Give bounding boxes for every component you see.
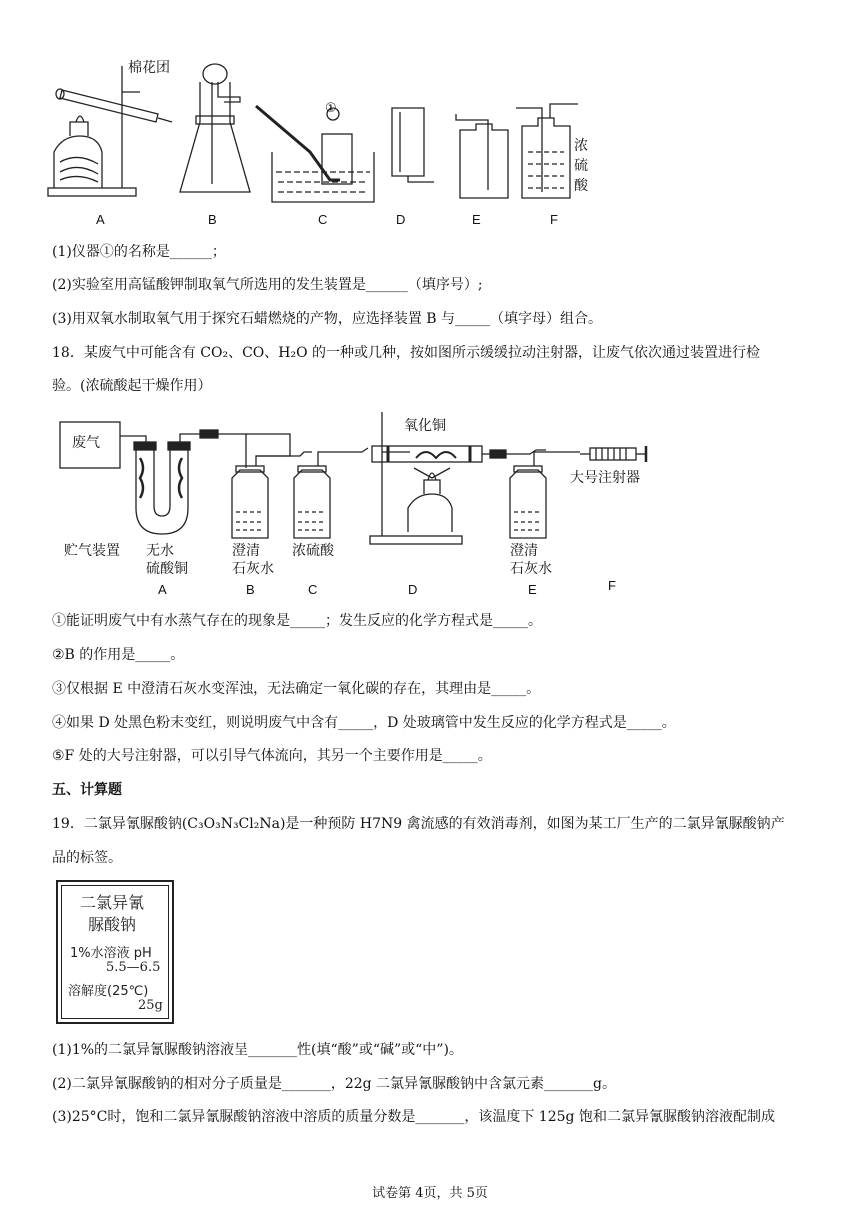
product-label xyxy=(56,880,174,1024)
q19-part2: (2)二氯异氰脲酸钠的相对分子质量是_______，22g 二氯异氰脲酸钠中含氯元素_______g。 xyxy=(52,1076,617,1092)
q18-sub4: ④如果 D 处黑色粉末变红，则说明废气中含有_____，D 处玻璃管中发生反应的化学方程式是_____。 xyxy=(52,715,676,731)
label-ph-range: 5.5—6.5 xyxy=(106,960,161,975)
q19-stem-line1: 19．二氯异氰脲酸钠(C₃O₃N₃Cl₂Na)是一种预防 H7N9 禽流感的有效消毒剂，如图为某工厂生产的二氯异氰脲酸钠产 xyxy=(52,816,785,832)
apparatus-figure-1 xyxy=(40,52,620,227)
acid-label-3: 酸 xyxy=(574,178,588,194)
apparatus-letter-f: F xyxy=(550,212,558,227)
fig2-letter-c: C xyxy=(308,582,318,597)
conc-acid-label: 浓硫酸 xyxy=(292,543,334,559)
acid-label-2: 硫 xyxy=(574,158,588,174)
limewater-e-label-2: 石灰水 xyxy=(510,561,552,577)
apparatus-letter-e: E xyxy=(472,212,481,227)
label-solubility-value: 25g xyxy=(138,998,163,1013)
anhydrous-label-1: 无水 xyxy=(146,543,174,559)
q18-stem-line2: 验。(浓硫酸起干燥作用） xyxy=(52,378,212,394)
cotton-label: 棉花团 xyxy=(128,60,170,76)
page-footer: 试卷第 4页，共 5页 xyxy=(372,1186,488,1201)
apparatus-figure-2 xyxy=(50,408,660,553)
waste-gas-label: 废气 xyxy=(72,435,100,451)
q18-sub2: ②B 的作用是_____。 xyxy=(52,647,185,663)
apparatus-letter-b: B xyxy=(208,212,217,227)
fig2-letter-e: E xyxy=(528,582,537,597)
q19-stem-line2: 品的标签。 xyxy=(52,850,122,866)
label-name-line1: 二氯异氰 xyxy=(80,893,145,912)
label-ph-title: 1%水溶液 pH xyxy=(70,946,152,961)
label-solubility-title: 溶解度(25℃) xyxy=(68,984,149,999)
apparatus-letter-a: A xyxy=(96,212,105,227)
fig2-letter-f: F xyxy=(608,578,616,593)
limewater-b-label-1: 澄清 xyxy=(232,543,260,559)
q18-sub5: ⑤F 处的大号注射器，可以引导气体流向，其另一个主要作用是_____。 xyxy=(52,748,492,764)
q19-part1: (1)1%的二氯异氰脲酸钠溶液呈_______性(填“酸”或“碱”或“中”)。 xyxy=(52,1042,463,1058)
copper-oxide-label: 氧化铜 xyxy=(404,418,446,434)
storage-label: 贮气装置 xyxy=(64,543,120,559)
q17-part1: (1)仪器①的名称是______； xyxy=(52,244,226,260)
fig2-letter-b: B xyxy=(246,582,255,597)
q18-stem-line1: 18．某废气中可能含有 CO₂、CO、H₂O 的一种或几种，按如图所示缓缓拉动注射器，让废气依次通过装置进行检 xyxy=(52,345,761,361)
limewater-b-label-2: 石灰水 xyxy=(232,561,274,577)
q17-part3: (3)用双氧水制取氧气用于探究石蜡燃烧的产物，应选择装置 B 与_____（填字母）组合。 xyxy=(52,311,603,327)
acid-label-1: 浓 xyxy=(574,138,588,154)
limewater-e-label-1: 澄清 xyxy=(510,543,538,559)
anhydrous-label-2: 硫酸铜 xyxy=(146,561,188,577)
section-heading-calculation: 五、计算题 xyxy=(52,782,122,798)
apparatus-letter-c: C xyxy=(318,212,328,227)
q17-part2: (2)实验室用高锰酸钾制取氧气所选用的发生装置是______（填序号）; xyxy=(52,277,483,293)
q19-part3: (3)25°C时，饱和二氯异氰脲酸钠溶液中溶质的质量分数是_______，该温度下 125g 饱和二氯异氰脲酸钠溶液配制成 xyxy=(52,1109,775,1125)
syringe-label: 大号注射器 xyxy=(570,470,640,486)
apparatus-letter-d: D xyxy=(396,212,406,227)
q18-sub1: ①能证明废气中有水蒸气存在的现象是_____；发生反应的化学方程式是_____。 xyxy=(52,613,542,629)
marker-1: ① xyxy=(325,101,337,116)
fig2-letter-d: D xyxy=(408,582,418,597)
fig2-letter-a: A xyxy=(158,582,167,597)
q18-sub3: ③仅根据 E 中澄清石灰水变浑浊，无法确定一氧化碳的存在，其理由是_____。 xyxy=(52,681,541,697)
label-name-line2: 脲酸钠 xyxy=(88,915,137,934)
